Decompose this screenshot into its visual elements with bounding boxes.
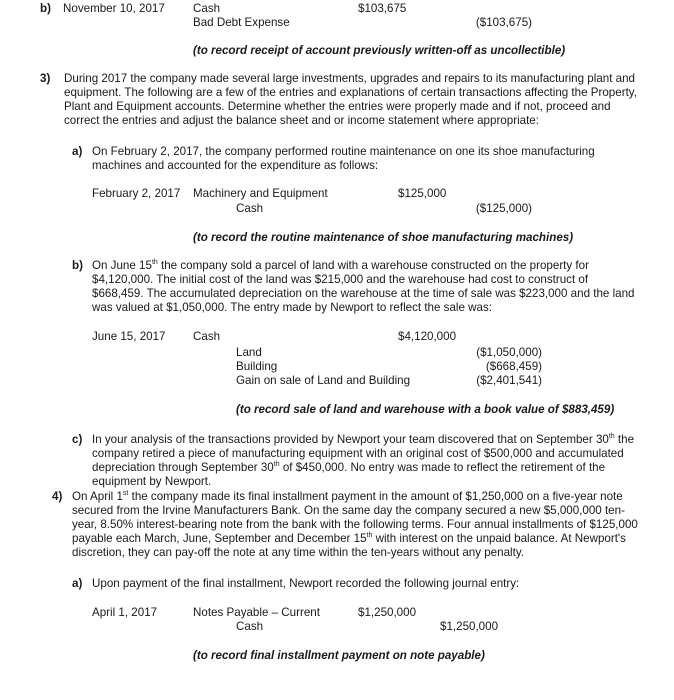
- top-entry-date: November 10, 2017: [63, 2, 165, 15]
- section3b-label: b): [72, 259, 83, 272]
- section3c-text: In your analysis of the transactions provided by Newport your team discovered that on September 30th the company retired a piece of manufacturing equipment with an original cost of $500,000 and accumulated depreciation through September 30th of $450,000. No entry was made to reflect the retirement of the equipment by Newport.: [92, 433, 635, 488]
- section4a-credit-amount: $1,250,000: [440, 620, 499, 633]
- section3a-debit-amount: $125,000: [398, 187, 447, 200]
- section3b-date: June 15, 2017: [92, 330, 166, 343]
- section3b-debit-account: Cash: [193, 330, 221, 343]
- section4a-text: Upon payment of the final installment, Newport recorded the following journal entry:: [92, 577, 520, 590]
- section3a-date: February 2, 2017: [92, 187, 181, 200]
- top-entry-credit-amount: ($103,675): [475, 16, 532, 29]
- section3b-credit-account-land: Land: [236, 346, 262, 359]
- section4a-caption: (to record final installment payment on note payable): [193, 649, 485, 662]
- section3a-credit-amount: ($125,000): [475, 202, 532, 215]
- section3b-debit-amount: $4,120,000: [398, 330, 457, 343]
- section4a-credit-account: Cash: [236, 620, 264, 633]
- section4a-debit-account: Notes Payable – Current: [193, 606, 320, 619]
- section3-number: 3): [40, 72, 51, 85]
- section3-intro: During 2017 the company made several large investments, upgrades and repairs to its manufacturing plant and equipment. The following are a few of the entries and explanations of certain transactions affecting the Property, Plant and Equipment accounts. Determine whether the entries were properly made and if not, proceed and correct the entries and adjust the balance sheet and or income statement where appropriate:: [64, 72, 637, 127]
- section3a-debit-account: Machinery and Equipment: [193, 187, 328, 200]
- section3b-caption: (to record sale of land and warehouse with a book value of $883,459): [236, 403, 615, 416]
- section3c-label: c): [72, 433, 83, 446]
- section4-intro: On April 1st the company made its final installment payment in the amount of $1,250,000 on a five-year note secured from the Irvine Manufacturers Bank. On the same day the company secured a new $5,000,000 ten-year, 8.50% interest-bearing note from the bank with the following terms. Four annual installments of $125,000 payable each March, June, September and December 15th with interest on the unpaid balance. At Newport's discretion, they can pay-off the note at any time within the ten-years without any penalty.: [72, 490, 638, 559]
- section3a-text: On February 2, 2017, the company performed routine maintenance on one its shoe manufacturing machines and accounted for the expenditure as follows:: [92, 145, 595, 172]
- section3b-text: On June 15th the company sold a parcel of land with a warehouse constructed on the property for $4,120,000. The initial cost of the land was $215,000 and the warehouse had cost to construct of $668,459. The accumulated depreciation on the warehouse at the time of sale was $223,000 and the land was valued at $1,050,000. The entry made by Newport to reflect the sale was:: [92, 259, 635, 314]
- top-entry-caption: (to record receipt of account previously written-off as uncollectible): [193, 44, 566, 57]
- top-entry-credit-account: Bad Debt Expense: [193, 16, 290, 29]
- section4a-debit-amount: $1,250,000: [358, 606, 417, 619]
- section3b-credit-account-gain: Gain on sale of Land and Building: [236, 374, 411, 387]
- section4a-label: a): [72, 577, 83, 590]
- top-entry-debit-amount: $103,675: [358, 2, 407, 15]
- section3a-label: a): [72, 145, 83, 158]
- section3b-credit-amount-building: ($668,459): [485, 360, 542, 373]
- section4a-date: April 1, 2017: [92, 606, 158, 619]
- top-entry-debit-account: Cash: [193, 2, 221, 15]
- section3b-credit-account-building: Building: [236, 360, 278, 373]
- top-entry-label: b): [40, 2, 51, 15]
- section3a-credit-account: Cash: [236, 202, 264, 215]
- section3b-credit-amount-land: ($1,050,000): [476, 346, 542, 359]
- section3b-credit-amount-gain: ($2,401,541): [476, 374, 542, 387]
- section3a-caption: (to record the routine maintenance of shoe manufacturing machines): [193, 231, 574, 244]
- section4-number: 4): [52, 490, 63, 503]
